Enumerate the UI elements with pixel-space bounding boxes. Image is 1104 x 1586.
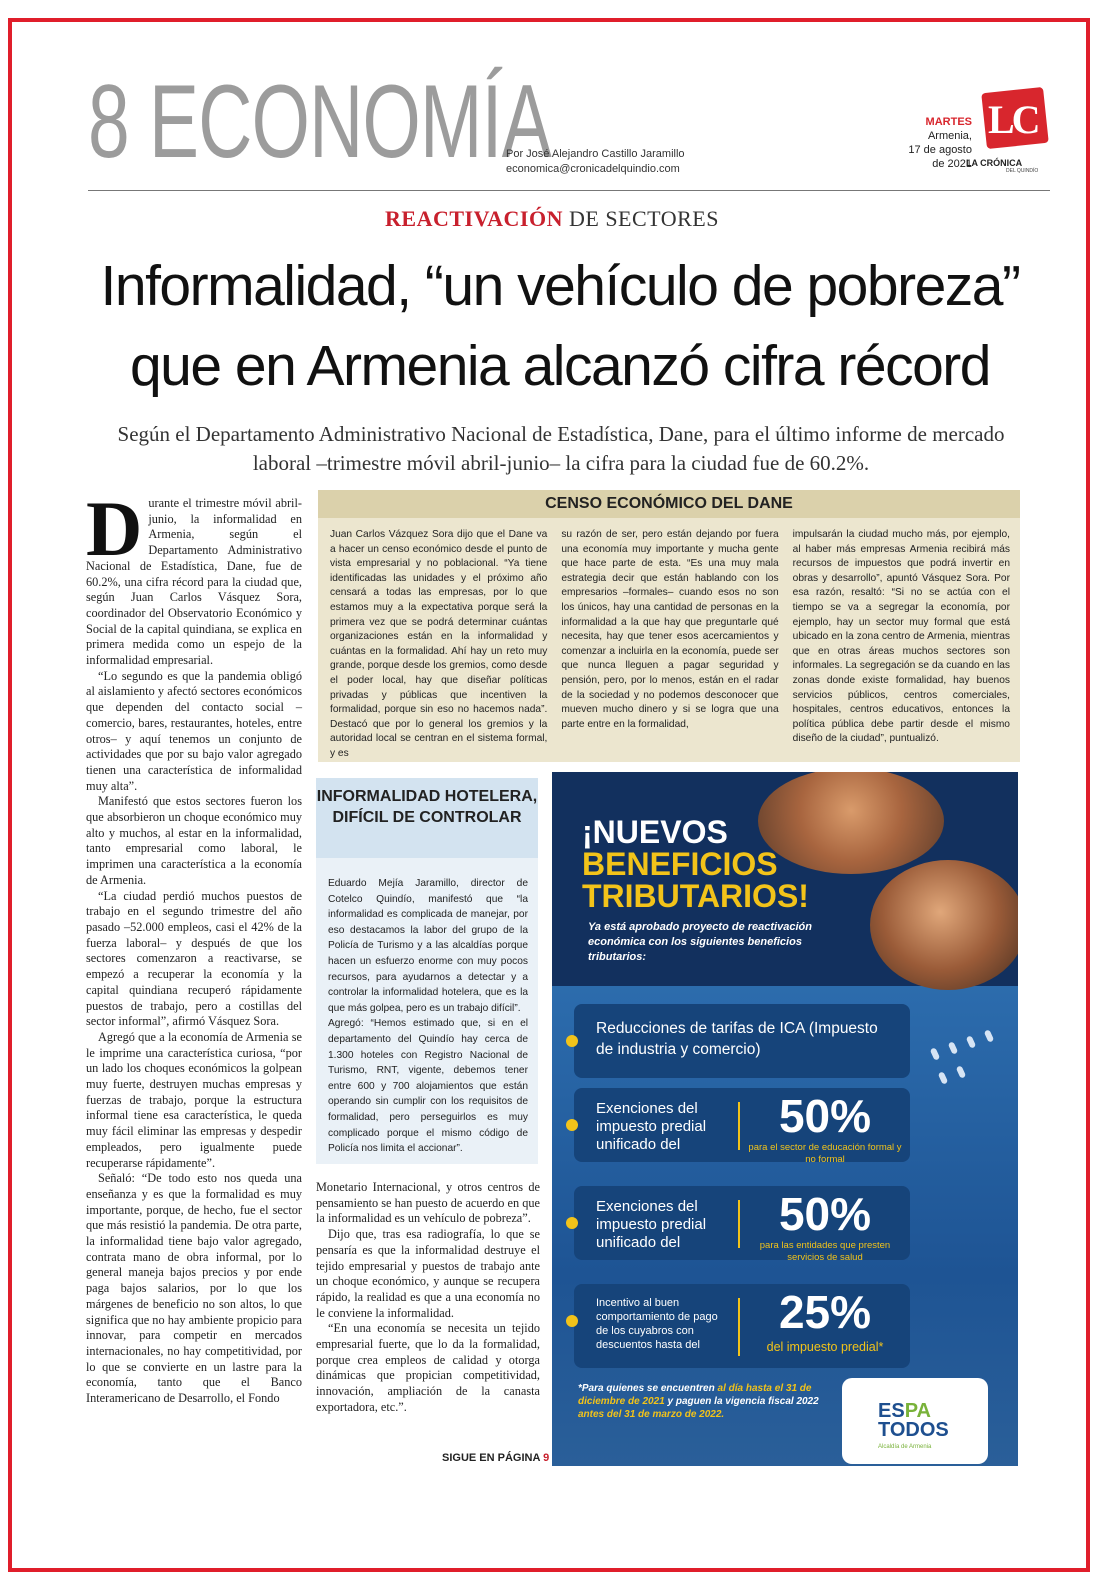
paragraph: Monetario Internacional, y otros centros de pensamiento se han puesto de acuerdo en que la informalidad es un vehículo de pobreza”. — [316, 1180, 540, 1226]
kicker-rest: DE SECTORES — [563, 206, 719, 231]
benefit-text: Incentivo al buen comportamiento de pago de los cuyabros con descuentos hasta del — [596, 1297, 718, 1351]
logo-subtitle: DEL QUINDÍO — [1006, 168, 1039, 174]
byline — [506, 147, 685, 177]
logo-letters: LC — [988, 97, 1038, 142]
benefit-discount — [574, 1284, 910, 1368]
benefit-text: Exenciones del impuesto predial unificado del — [596, 1198, 707, 1251]
paragraph: Dijo que, tras esa radiografía, lo que se pensaría es que la informalidad destruye el tejido empresarial y puestos de trabajo ante un choque económico, y aunque se recupera rápido, la realidad es que a una economía no le conviene la informalidad. — [316, 1227, 540, 1320]
drop-cap: D — [86, 485, 143, 572]
paragraph: “La ciudad perdió muchos puestos de trabajo en el segundo trimestre del año pasado –52.000 empleos, casi el 42% de la fuerza laboral– y después de que los sectores comenzaron a reactivarse, se empezó a recuperar la economía y la capital quindiana recuperó rápidamente puestos de trabajo, pero a costillas del sector informal”, afirmó Vásquez Sora. — [86, 888, 302, 1029]
hotel-box-title: INFORMALIDAD HOTELERA, DIFÍCIL DE CONTROLAR — [316, 788, 538, 826]
benefit-health — [574, 1186, 910, 1263]
benefit-percent: 50% — [778, 1188, 872, 1240]
decorative-dots-icon — [928, 1028, 1008, 1088]
newspaper-logo — [984, 90, 1050, 152]
paragraph: Agregó que a la economía de Armenia se le imprime una característica curiosa, “por un lado los choques económicos la golpean muy fuerte, destruyen muchas empresas y fuerzas de trabajo, porque la estructura informal tiene esa característica, le queda muy fácil eliminar las empresas y despedir empleados, pero igualmente puede recuperarse rápidamente”. — [86, 1029, 302, 1170]
paragraph: Agregó: “Hemos estimado que, si en el departamento del Quindío hay cerca de 1.300 hoteles con Registro Nacional de Turismo, RNT, vigente, debemos tener entre 600 y 700 alojamientos que están operando sin cumplir con los requisitos de formalidad, pero perseguirlos es muy complicado porque el mismo código de Policía nos limita el accionar”. — [328, 1018, 528, 1155]
article-left-column — [86, 485, 302, 1407]
issue-date — [870, 115, 972, 171]
hotel-box-body — [316, 858, 538, 1164]
hotel-box-header — [316, 778, 538, 858]
censo-column-2: su razón de ser, pero están dejando por fuera una economía muy importante y mucha gente que hace parte de esta. “Es una muy mala estrategia decir que están hablando con los empresarios –formales– cuando esos no son los únicos, hay una cantidad de personas en la informalidad a la que hay que preguntarle qué necesita, hay que tener esos acercamientos y comenzar a incluirla en la economía, puede ser que nunca lleguen a pagar seguridad y pensión, pero, por lo menos, están en el radar de la sociedad y no podemos desconocer que mueven mucho dinero y si se logra que una parte entre en la formalidad, — [561, 529, 779, 730]
censo-column-1: Juan Carlos Vázquez Sora dijo que el Dane va a hacer un censo económico desde el punto de vista empresarial y no poblacional. “Ya tiene identificadas las unidades y el próximo año censará a todas las empresas, por lo que estamos muy a la expectativa porque será la primera vez que se podrá determinar cuántas organizaciones están en la informalidad y cuántas en la formalidad. Ahí hay un reto muy grande, porque desde los gremios, como desde el poder local, hay que diseñar políticas privadas y públicas que incentiven la formalidad, porque sin eso no hacemos nada”. Destacó que por lo general los gremios y la autoridad local se centran en el sistema formal, y es — [330, 529, 548, 759]
author: Por José Alejandro Castillo Jaramillo — [506, 148, 685, 160]
benefit-percent: 25% — [778, 1286, 872, 1338]
espa-todos-logo: ESPA TODOS Alcaldía de Armenia — [842, 1378, 988, 1464]
date-year: de 2021 — [932, 158, 972, 170]
benefit-ica — [574, 1004, 910, 1078]
benefit-subtext: para el sector de educación formal y no formal — [748, 1142, 902, 1165]
logo-name: LA CRÓNICA — [966, 158, 1023, 168]
paragraph: Señaló: “De todo esto nos queda una enseñanza y es que la formalidad es muy importante, porque, de hecho, fue el sector que más resistió la pandemia. De otra parte, la informalidad tiene bajo valor agregado, contrata mano de obra informal, por lo general maneja bajos precios y por ende paga bajos salarios, por lo que los márgenes de beneficio no son altos, lo que significa que no hay ambiente propicio para innovar, para competir en mercados internacionales, no hay competitividad, por lo que se convierte en un lastre para la economía, tanto que el Banco Interamericano de Desarrollo, el Fondo — [86, 1171, 302, 1406]
header-rule — [88, 190, 1050, 191]
kicker — [0, 206, 1104, 232]
benefit-percent: 50% — [778, 1090, 872, 1142]
author-email[interactable]: economica@cronicadelquindio.com — [506, 163, 680, 175]
date-day: MARTES — [925, 116, 972, 128]
article-mid-column — [316, 1180, 540, 1416]
censo-sidebar — [318, 490, 1020, 762]
benefit-education — [574, 1088, 910, 1165]
censo-title: CENSO ECONÓMICO DEL DANE — [318, 490, 1020, 518]
paragraph: Durante el trimestre móvil abril-junio, la informalidad en Armenia, según el Departamento Administrativo Nacional de Estadística, Dane, fue de 60.2%, una cifra récord para la ciudad que, según Juan Carlos Vásquez Sora, coordinador del Observatorio Económico y Social de la capital quindiana, se explica en primera medida como un espejo de la informalidad empresarial. — [86, 485, 302, 668]
section-title: 8 ECONOMÍA — [88, 64, 551, 180]
ad-title: ¡NUEVOS BENEFICIOS TRIBUTARIOS! — [582, 814, 809, 914]
kicker-accent: REACTIVACIÓN — [385, 206, 563, 231]
headline-line-2: que en Armenia alcanzó cifra récord — [129, 334, 990, 398]
paragraph: “Lo segundo es que la pandemia obligó al aislamiento y afectó sectores económicos que dependen del contacto social –comercio, bares, restaurantes, hoteles, entre otros– y aquí tenemos un conjunto de actividades que por su bajo valor agregado tienen una característica de informalidad muy alta”. — [86, 668, 302, 793]
paragraph: Eduardo Mejía Jaramillo, director de Cotelco Quindío, manifestó que “la informalidad es complicada de manejar, por eso destacamos la labor del grupo de la Policía de Turismo y a las alcaldías porque hacen un esfuerzo enorme con muy pocos recursos, para ayudarnos a detectar y a controlar la informalidad hotelera, que es la que más golpea, pero es un trabajo difícil”. — [328, 878, 528, 1014]
benefit-text: Reducciones de tarifas de ICA (Impuesto de industria y comercio) — [596, 1020, 878, 1058]
tax-benefits-ad — [552, 772, 1018, 1466]
paragraph: Manifestó que estos sectores fueron los que absorbieron un choque económico muy alto y muchos, al estar en la informalidad, tanto empresarial como laboral, le imprimen una característica a la economía de Armenia. — [86, 794, 302, 887]
benefit-subtext: para las entidades que presten servicios de salud — [759, 1240, 891, 1263]
ad-intro: Ya está aprobado proyecto de reactivación económica con los siguientes beneficios tributarios: — [588, 921, 812, 963]
headline-line-1: Informalidad, “un vehículo de pobreza” — [100, 254, 1020, 318]
subheadline: Según el Departamento Administrativo Nacional de Estadística, Dane, para el último informe de mercado laboral –trimestre móvil abril-junio– la cifra para la ciudad fue de 60.2%. — [117, 422, 1005, 475]
ad-footnote: *Para quienes se encuentren al día hasta el 31 de diciembre de 2021 y paguen la vigencia fiscal 2022 antes del 31 de marzo de 2022. — [578, 1383, 819, 1420]
censo-column-3: impulsarán la ciudad mucho más, por ejemplo, al haber más empresas Armenia recibirá más recursos de impuestos que podrá invertir en obras y desarrollo”, apuntó Vásquez Sora. Por esa razón, resaltó: “Si no se actúa con el tiempo se va a segregar la economía, por ejemplo, hay un sector muy formal que está ubicado en la zona centro de Armenia, mientras que en otras áreas muchos sectores son informales. La segregación se da cuando en las zonas donde existe formalidad, hay buenos servicios públicos, centros comerciales, hospitales, centros educativos, entonces la política pública debe partir desde el mismo diseño de la ciudad”, puntualizó. — [792, 529, 1010, 745]
continued-link[interactable]: SIGUE EN PÁGINA 9 — [442, 1452, 550, 1464]
headline — [60, 246, 1060, 406]
benefit-text: Exenciones del impuesto predial unificado del — [596, 1100, 707, 1153]
date-place: Armenia, — [927, 130, 972, 142]
paragraph: “En una economía se necesita un tejido empresarial fuerte, que lo da la formalidad, porque crea empleos de calidad y otorga dinámicas que propician competitividad, innovación, ampliación de la canasta exportadora, etc.”. — [316, 1321, 540, 1414]
couple-photo — [870, 860, 1018, 990]
benefit-subtext: del impuesto predial* — [766, 1340, 884, 1354]
date-line: 17 de agosto — [908, 144, 972, 156]
